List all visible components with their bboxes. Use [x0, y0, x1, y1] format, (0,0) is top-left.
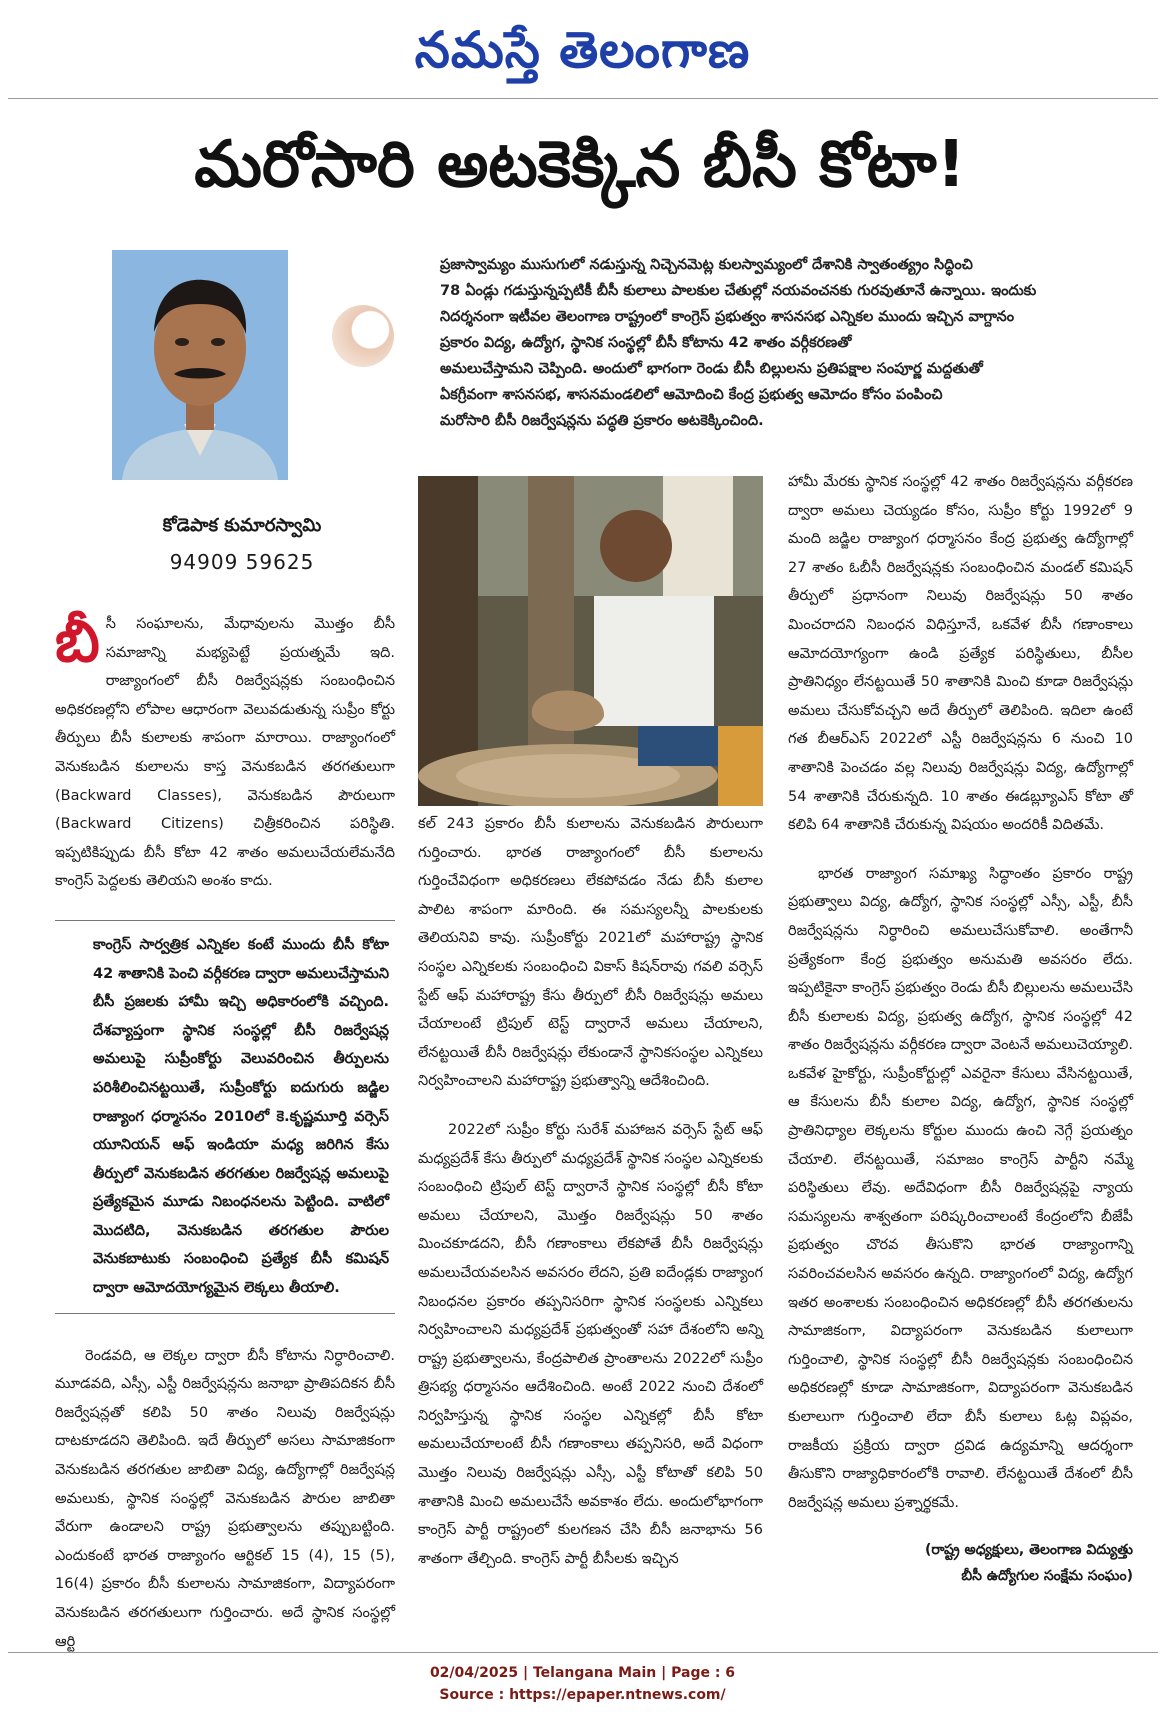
author-credit — [788, 1537, 1133, 1589]
lead-line: అమలుచేస్తామని చెప్పింది. అందులో భాగంగా రెండు బీసీ బిల్లులను ప్రతిపక్షాల సంపూర్ణ మద్దతుతో — [440, 361, 983, 377]
author-name: కోడెపాక కుమారస్వామి — [162, 515, 322, 536]
decorative-swirl — [332, 305, 394, 367]
headline: మరోసారి అటకెక్కిన బీసీ కోటా! — [194, 128, 966, 202]
lead-line: 78 ఏండ్లు గడుస్తున్నప్పటికీ బీసీ కులాలు పాలకుల చేతుల్లో నయవంచనకు గురవుతూనే ఉన్నాయి. ఇందుకు — [440, 283, 1037, 299]
highlight-box — [55, 920, 395, 1314]
body-paragraph: రెండవది, ఆ లెక్కల ద్వారా బీసీ కోటాను నిర్ధారించాలి. మూడవది, ఎస్సీ, ఎస్టీ రిజర్వేషన్లను జనాభా ప్రాతిపదికన బీసీ రిజర్వేషన్లతో కలిపి 50 శాతం నిలువు రిజర్వేషన్లు దాటకూడదని తెలిపింది. ఇదే తీర్పులో అసలు సామాజికంగా వెనుకబడిన తరగతుల జాబితా విద్య, ఉద్యోగాల్లో రిజర్వేషన్ల అమలుకు, స్థానిక సంస్థల్లో వెనుకబడిన పౌరుల జాబితా వేరుగా ఉండాలని రాష్ట్ర ప్రభుత్వాలను తప్పుబట్టింది. ఎందుకంటే భారత రాజ్యాంగం ఆర్టికల్ 15 (4), 15 (5), 16(4) ప్రకారం బీసీ కులాలను సామాజికంగా, విద్యాపరంగా వెనుకబడిన తరగతులుగా గుర్తించారు. అదే స్థానిక సంస్థల్లో ఆర్టి — [55, 1347, 395, 1650]
lead-line: ఏకగ్రీవంగా శాసనసభ, శాసనమండలిలో ఆమోదించి కేంద్ర ప్రభుత్వ ఆమోదం కోసం పంపించి — [440, 387, 943, 403]
footer-source: Source : https://epaper.ntnews.com/ — [439, 1687, 726, 1703]
body-paragraph — [55, 607, 395, 896]
credit-line: బీసీ ఉద్యోగుల సంక్షేమ సంఘం) — [961, 1568, 1133, 1585]
lead-paragraph — [440, 252, 1140, 434]
masthead-divider — [8, 98, 1158, 99]
drop-cap: బీ — [55, 607, 100, 675]
body-paragraph: భారత రాజ్యాంగ సమాఖ్య సిద్ధాంతం ప్రకారం రాష్ట్ర ప్రభుత్వాలు విద్య, ఉద్యోగ, స్థానిక సంస్థల్లో ఎస్సీ, ఎస్టీ, బీసీ రిజర్వేషన్లను నిర్ధారించి అమలుచేసుకోవాలి. అంతేగానీ ప్రత్యేకంగా కేంద్ర ప్రభుత్వం అనుమతి అవసరం లేదు. ఇప్పటికైనా కాంగ్రెస్ ప్రభుత్వం రెండు బీసీ బిల్లులను అమలుచేసి బీసీ కులాలకు విద్య, ప్రభుత్వ ఉద్యోగ, స్థానిక సంస్థల్లో 42 శాతం రిజర్వేషన్లను వర్గీకరణ ద్వారా వెంటనే అమలుచెయ్యాలి. ఒకవేళ హైకోర్టు, సుప్రీంకోర్టుల్లో ఎవరైనా కేసులు వేసినట్టయితే, ఆ కేసులను బీసీ కులాల విద్య, ఉద్యోగ, స్థానిక సంస్థల్లో ప్రాతినిధ్యాల లెక్కలను కోర్టుల ముందు ఉంచి నెగ్గే ప్రయత్నం చేయాలి. లేనట్టయితే, సమాజం కాంగ్రెస్ పార్టీని నమ్మే పరిస్థితులు లేవు. అదేవిధంగా బీసీ రిజర్వేషన్లపై న్యాయ సమస్యలను శాశ్వతంగా పరిష్కరించాలంటే కేంద్రంలోని బీజేపీ ప్రభుత్వం చొరవ తీసుకొని భారత రాజ్యాంగాన్ని సవరించవలసిన అవసరం ఉన్నది. రాజ్యాంగంలో విద్య, ఉద్యోగ ఇతర అంశాలకు సంబంధించిన అధికరణల్లో బీసీ తరగతులను సామాజికంగా, విద్యాపరంగా వెనుకబడిన కులాలుగా గుర్తించాలి, స్థానిక సంస్థల్లో బీసీ రిజర్వేషన్లకు సంబంధించిన అధికరణల్లో కూడా సామాజికంగా, విద్యాపరంగా వెనుకబడిన కులాలుగా గుర్తించాలి లేదా బీసీ కులాలు ఓట్ల విప్లవం, రాజకీయ ప్రక్రియ ద్వారా ద్రవిడ ఉద్యమాన్ని ఆదర్శంగా తీసుకొని రాజ్యాధికారంలోకి రావాలి. లేనట్టయితే దేశంలో బీసీ రిజర్వేషన్ల అమలు ప్రశ్నార్థకమే. — [788, 865, 1133, 1511]
paragraph-text: సీ సంఘాలను, మేధావులను మొత్తం బీసీ సమాజాన్ని మభ్యపెట్టే ప్రయత్నమే ఇది. రాజ్యాంగంలో బీసీ రిజర్వేషన్లకు సంబంధించిన అధికరణల్లోని లోపాల ఆధారంగా వెలువడుతున్న సుప్రీం కోర్టు తీర్పులు బీసీ కులాలకు శాపంగా మారాయి. రాజ్యాంగంలో వెనుకబడిన కులాలను కాస్త వెనుకబడిన తరగతులుగా (Backward Classes), వెనుకబడిన పౌరులుగా (Backward Citizens) చిత్రీకరించిన పరిస్థితి. ఇప్పటికిప్పుడు బీసీ కోటా 42 శాతం అమలుచేయలేమనేది కాంగ్రెస్ పెద్దలకు తెలియని అంశం కాదు. — [55, 616, 395, 890]
article-column-1 — [55, 607, 395, 1676]
lead-line: నిదర్శనంగా ఇటీవల తెలంగాణ రాష్ట్రంలో కాంగ్రెస్ ప్రభుత్వం శాసనసభ ఎన్నికల ముందు ఇచ్చిన వాగ్దానం — [440, 309, 1015, 325]
page-footer — [0, 1662, 1165, 1706]
article-column-2 — [418, 810, 763, 1593]
body-paragraph: కల్ 243 ప్రకారం బీసీ కులాలను వెనుకబడిన పౌరులుగా గుర్తించారు. భారత రాజ్యాంగంలో బీసీ కులాలను గుర్తించేవిధంగా అధికరణలు లేకపోవడం నేడు బీసీ కులాల పాలిట శాపంగా మారింది. ఈ సమస్యలన్నీ పాలకులకు తెలియనివి కావు. సుప్రీంకోర్టు 2021లో మహారాష్ట్ర స్థానిక సంస్థల ఎన్నికలకు సంబంధించి వికాస్ కిషన్‌రావు గవలి వర్సెస్ స్టేట్ ఆఫ్ మహారాష్ట్ర కేసు తీర్పులో బీసీ రిజర్వేషన్లు అమలు చేయాలంటే ట్రిపుల్ టెస్ట్ ద్వారానే అమలు చేయాలని, లేనట్టయితే బీసీ రిజర్వేషన్లు లేకుండానే స్థానికసంస్థల ఎన్నికలు నిర్వహించాలని మహారాష్ట్ర ప్రభుత్వాన్ని ఆదేశించింది. — [418, 816, 763, 1090]
footer-date-page: 02/04/2025 | Telangana Main | Page : 6 — [429, 1665, 736, 1681]
highlight-text: కాంగ్రెస్ సార్వత్రిక ఎన్నికల కంటే ముందు బీసీ కోటా 42 శాతానికి పెంచి వర్గీకరణ ద్వారా అమలుచేస్తామని బీసీ ప్రజలకు హామీ ఇచ్చి అధికారంలోకి వచ్చింది. దేశవ్యాప్తంగా స్థానిక సంస్థల్లో బీసీ రిజర్వేషన్ల అమలుపై సుప్రీంకోర్టు వెలువరించిన తీర్పులను పరిశీలించినట్టయితే, సుప్రీంకోర్టు ఐదుగురు జడ్జిల రాజ్యాంగ ధర్మాసనం 2010లో కె.కృష్ణమూర్తి వర్సెస్ యూనియన్ ఆఫ్ ఇండియా మధ్య జరిగిన కేసు తీర్పులో వెనుకబడిన తరగతుల రిజర్వేషన్ల అమలుపై ప్రత్యేకమైన మూడు నిబంధనలను పెట్టింది. వాటిలో మొదటిది, వెనుకబడిన తరగతుల పౌరుల వెనుకబాటుకు సంబంధించి ప్రత్యేక బీసీ కమిషన్ ద్వారా ఆమోదయోగ్యమైన లెక్కలు తీయాలి. — [93, 936, 389, 1297]
author-phone: 94909 59625 — [169, 550, 315, 574]
byline — [112, 515, 372, 574]
pottery-photo — [418, 476, 763, 806]
author-photo — [112, 250, 288, 480]
masthead-title: నమస్తే తెలంగాణ — [414, 20, 751, 79]
body-paragraph: హామీ మేరకు స్థానిక సంస్థల్లో 42 శాతం రిజర్వేషన్లను వర్గీకరణ ద్వారా అమలు చెయ్యడం కోసం, సుప్రీం కోర్టు 1992లో 9 మంది జడ్జిల రాజ్యాంగ ధర్మాసనం కేంద్ర ప్రభుత్వ ఉద్యోగాల్లో 27 శాతం ఓబీసీ రిజర్వేషన్లకు సంబంధించిన మండల్ కమిషన్ తీర్పులో ప్రధానంగా నిలువు రిజర్వేషన్లు 50 శాతం మించరాదని నిబంధన విధిస్తూనే, ఒకవేళ బీసీ గణాంకాలు ఆమోదయోగ్యంగా ఉండి ప్రత్యేక పరిస్థితులు, బీసీల ప్రాతినిధ్యం లేనట్టయితే 50 శాతానికి మించి కూడా రిజర్వేషన్లు అమలు చేసుకోవచ్చని అదే తీర్పులో తెలిపింది. ఇదిలా ఉంటే గత బీఆర్‌ఎస్ 2022లో ఎస్టీ రిజర్వేషన్లను 6 నుంచి 10 శాతానికి పెంచడం వల్ల నిలువు రిజర్వేషన్లు విద్య, ఉద్యోగాల్లో 54 శాతానికి చేరుకున్నది. 10 శాతం ఈడబ్ల్యూఎస్ కోటా తో కలిపి 64 శాతానికి చేరుకున్న విషయం అందరికీ విదితమే. — [788, 474, 1133, 834]
footer-divider — [8, 1652, 1158, 1653]
article-column-3 — [788, 468, 1133, 1589]
credit-line: (రాష్ట్ర అధ్యక్షులు, తెలంగాణ విద్యుత్తు — [924, 1542, 1133, 1559]
lead-line: మరోసారి బీసీ రిజర్వేషన్లను పద్ధతి ప్రకారం అటకెక్కించింది. — [440, 413, 764, 429]
body-paragraph: 2022లో సుప్రీం కోర్టు సురేశ్ మహాజన వర్సెస్ స్టేట్ ఆఫ్ మధ్యప్రదేశ్ కేసు తీర్పులో మధ్యప్రదేశ్ స్థానిక సంస్థల ఎన్నికలకు సంబంధించి ట్రిపుల్ టెస్ట్ ద్వారానే స్థానిక సంస్థల్లో బీసీ కోటా అమలు చేయాలని, మొత్తం రిజర్వేషన్లు 50 శాతం మించకూడదని, బీసీ గణాంకాలు లేకపోతే బీసీ రిజర్వేషన్లు అమలుచేయవలసిన అవసరం లేదని, ప్రతి ఐదేండ్లకు రాజ్యాంగ నిబంధనల ప్రకారం తప్పనిసరిగా స్థానిక సంస్థలకు ఎన్నికలు నిర్వహించాలని మధ్యప్రదేశ్ ప్రభుత్వంతో సహా దేశంలోని అన్ని రాష్ట్ర ప్రభుత్వాలను, కేంద్రపాలిత ప్రాంతాలను 2022లో సుప్రీం త్రిసభ్య ధర్మాసనం ఆదేశించింది. అంటే 2022 నుంచి దేశంలో నిర్వహిస్తున్న స్థానిక సంస్థల ఎన్నికల్లో బీసీ కోటా అమలుచేయాలంటే బీసీ గణాంకాలు తప్పనిసరి, అదే విధంగా మొత్తం నిలువు రిజర్వేషన్లు ఎస్సీ, ఎస్టీ కోటాతో కలిపి 50 శాతానికి మించి అమలుచేసే అవకాశం లేదు. అందులోభాగంగా కాంగ్రెస్ పార్టీ రాష్ట్రంలో కులగణన చేసి బీసీ జనాభాను 56 శాతంగా తేల్చింది. కాంగ్రెస్ పార్టీ బీసీలకు ఇచ్చిన — [418, 1121, 763, 1567]
lead-line: ప్రకారం విద్య, ఉద్యోగ, స్థానిక సంస్థల్లో బీసీ కోటాను 42 శాతం వర్గీకరణతో — [440, 335, 852, 351]
lead-line: ప్రజాస్వామ్యం ముసుగులో నడుస్తున్న నిచ్చెనమెట్ల కులస్వామ్యంలో దేశానికి స్వాతంత్య్రం సిద్ధించి — [440, 257, 973, 273]
